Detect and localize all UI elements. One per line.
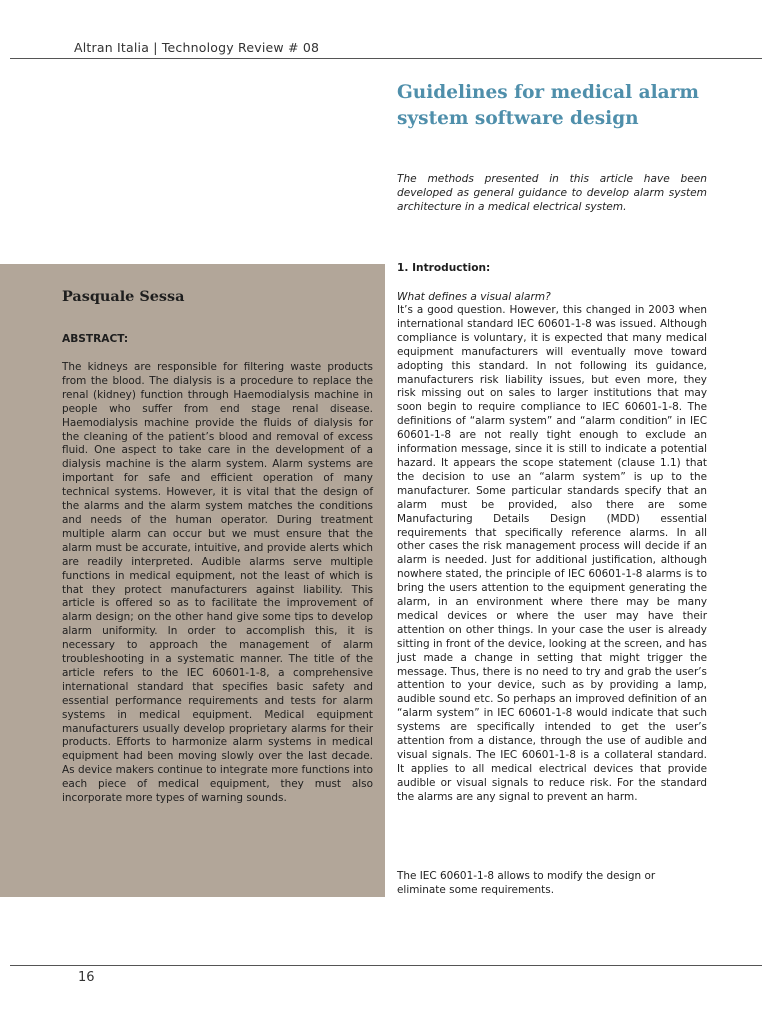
article-title: Guidelines for medical alarm system software design	[397, 82, 699, 129]
intro-question: What defines a visual alarm?	[397, 291, 551, 303]
running-header: Altran Italia | Technology Review # 08	[74, 40, 320, 55]
intro-closing: The IEC 60601-1-8 allows to modify the design or eliminate some requirements.	[397, 870, 656, 896]
article-lead: The methods presented in this article have been developed as general guidance to develop alarm system architecture in a medical electrical system.	[397, 173, 707, 214]
footer-rule	[10, 965, 762, 966]
section-heading-introduction: 1. Introduction:	[397, 262, 491, 274]
abstract-text: The kidneys are responsible for filtering waste products from the blood. The dialysis is a procedure to replace the renal (kidney) function through Haemodialysis machine in people who suffer from end stage renal disease. Haemodialysis machine provide the fluids of dialysis for the cleaning of the patient’s blood and removal of excess fluid. One aspect to take care in the development of a dialysis machine is the alarm system. Alarm systems are important for safe and efficient operation of many technical systems. However, it is vital that the design of the alarms and the alarm system matches the conditions and needs of the human operator. During treatment multiple alarm can occur but we must ensure that the alarm must be accurate, intuitive, and provide alerts which are readily interpreted. Audible alarms serve multiple functions in medical equipment, not the least of which is that they protect manufacturers against liability. This article is offered so as to facilitate the improvement of alarm design; on the other hand give some tips to develop alarm uniformity. In order to accomplish this, it is necessary to approach the management of alarm troubleshooting in a systematic manner. The title of the article refers to the IEC 60601-1-8, a comprehensive international standard that specifies basic safety and essential performance requirements and tests for alarm systems in medical equipment. Medical equipment manufacturers usually develop proprietary alarms for their products. Efforts to harmonize alarm systems in medical equipment had been moving slowly over the last decade. As device makers continue to integrate more functions into each piece of medical equipment, they must also incorporate more types of warning sounds.	[62, 361, 373, 805]
author-name: Pasquale Sessa	[62, 288, 185, 305]
header-rule	[10, 58, 762, 59]
page-number: 16	[78, 970, 95, 985]
intro-body: It’s a good question. However, this changed in 2003 when international standard IEC 60601-1-8 was issued. Although compliance is voluntary, it is expected that many medical equipment manufacturers will eventually move toward adopting this standard. In not following its guidance, manufacturers risk liability issues, but even more, they risk missing out on sales to larger institutions that may soon begin to require compliance to IEC 60601-1-8. The definitions of “alarm system” and “alarm condition” in IEC 60601-1-8 are not really tight enough to exclude an information message, since it is still to indicate a potential hazard. It appears the scope statement (clause 1.1) that the decision to use an “alarm system” is up to the manufacturer. Some particular standards specify that an alarm must be provided, also there are some Manufacturing Details Design (MDD) essential requirements that specifically reference alarms. In all other cases the risk management process will decide if an alarm is needed. Just for additional justification, although nowhere stated, the principle of IEC 60601-1-8 alarms is to bring the users attention to the equipment generating the alarm, in an environment where there may be many medical devices or where the user may have their attention on other things. In your case the user is already sitting in front of the device, looking at the screen, and has just made a change in setting that might trigger the message. Thus, there is no need to try and grab the user’s attention to your device, such as by providing a lamp, audible sound etc. So perhaps an improved definition of an “alarm system” in IEC 60601-1-8 would indicate that such systems are specifically intended to get the user’s attention from a distance, through the use of audible and visual signals. The IEC 60601-1-8 is a collateral standard. It applies to all medical electrical devices that provide audible or visual signals to reduce risk. For the standard the alarms are any signal to prevent an harm.	[397, 304, 707, 803]
abstract-heading: ABSTRACT:	[62, 333, 129, 345]
